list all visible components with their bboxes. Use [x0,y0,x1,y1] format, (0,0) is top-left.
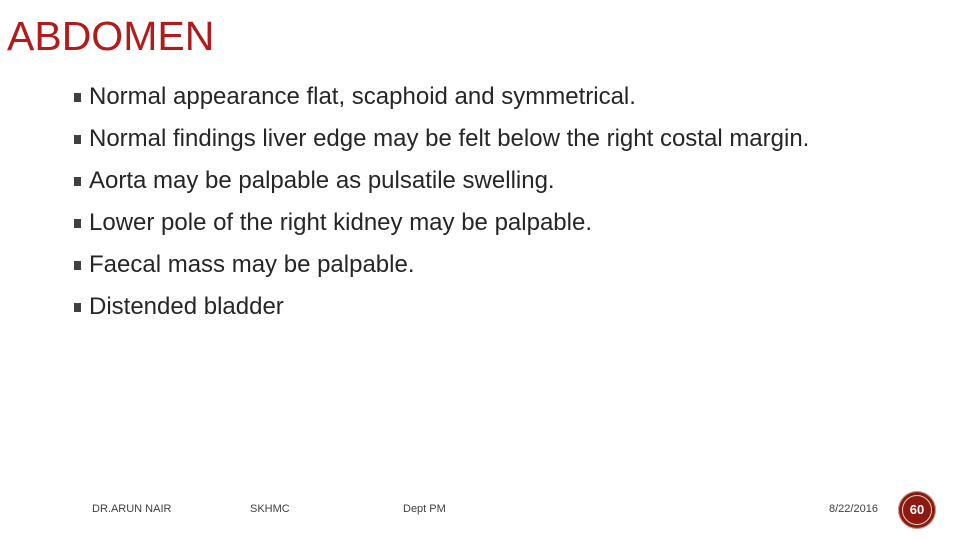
bullet-item [74,286,809,328]
footer-department: Dept PM [403,503,446,515]
page-number: 60 [902,495,932,525]
bullet-text: Normal appearance flat, scaphoid and symmetrical. [89,83,636,110]
bullet-item [74,76,809,118]
page-number-badge [898,491,936,529]
bullet-item [74,160,809,202]
footer-author: DR.ARUN NAIR [92,503,172,515]
footer-organization: SKHMC [250,503,290,515]
square-bullet-icon [74,135,81,144]
square-bullet-icon [74,177,81,186]
bullet-text: Faecal mass may be palpable. [89,251,415,278]
bullet-item [74,202,809,244]
bullet-item [74,244,809,286]
bullet-text: Aorta may be palpable as pulsatile swelling. [89,167,555,194]
bullet-list [74,76,809,328]
square-bullet-icon [74,219,81,228]
bullet-text: Lower pole of the right kidney may be palpable. [89,209,592,236]
footer-date: 8/22/2016 [829,503,878,515]
bullet-item [74,118,809,160]
square-bullet-icon [74,261,81,270]
bullet-text: Distended bladder [89,293,284,320]
square-bullet-icon [74,303,81,312]
bullet-text: Normal findings liver edge may be felt below the right costal margin. [89,125,810,152]
slide-title: ABDOMEN [7,13,215,59]
square-bullet-icon [74,93,81,102]
